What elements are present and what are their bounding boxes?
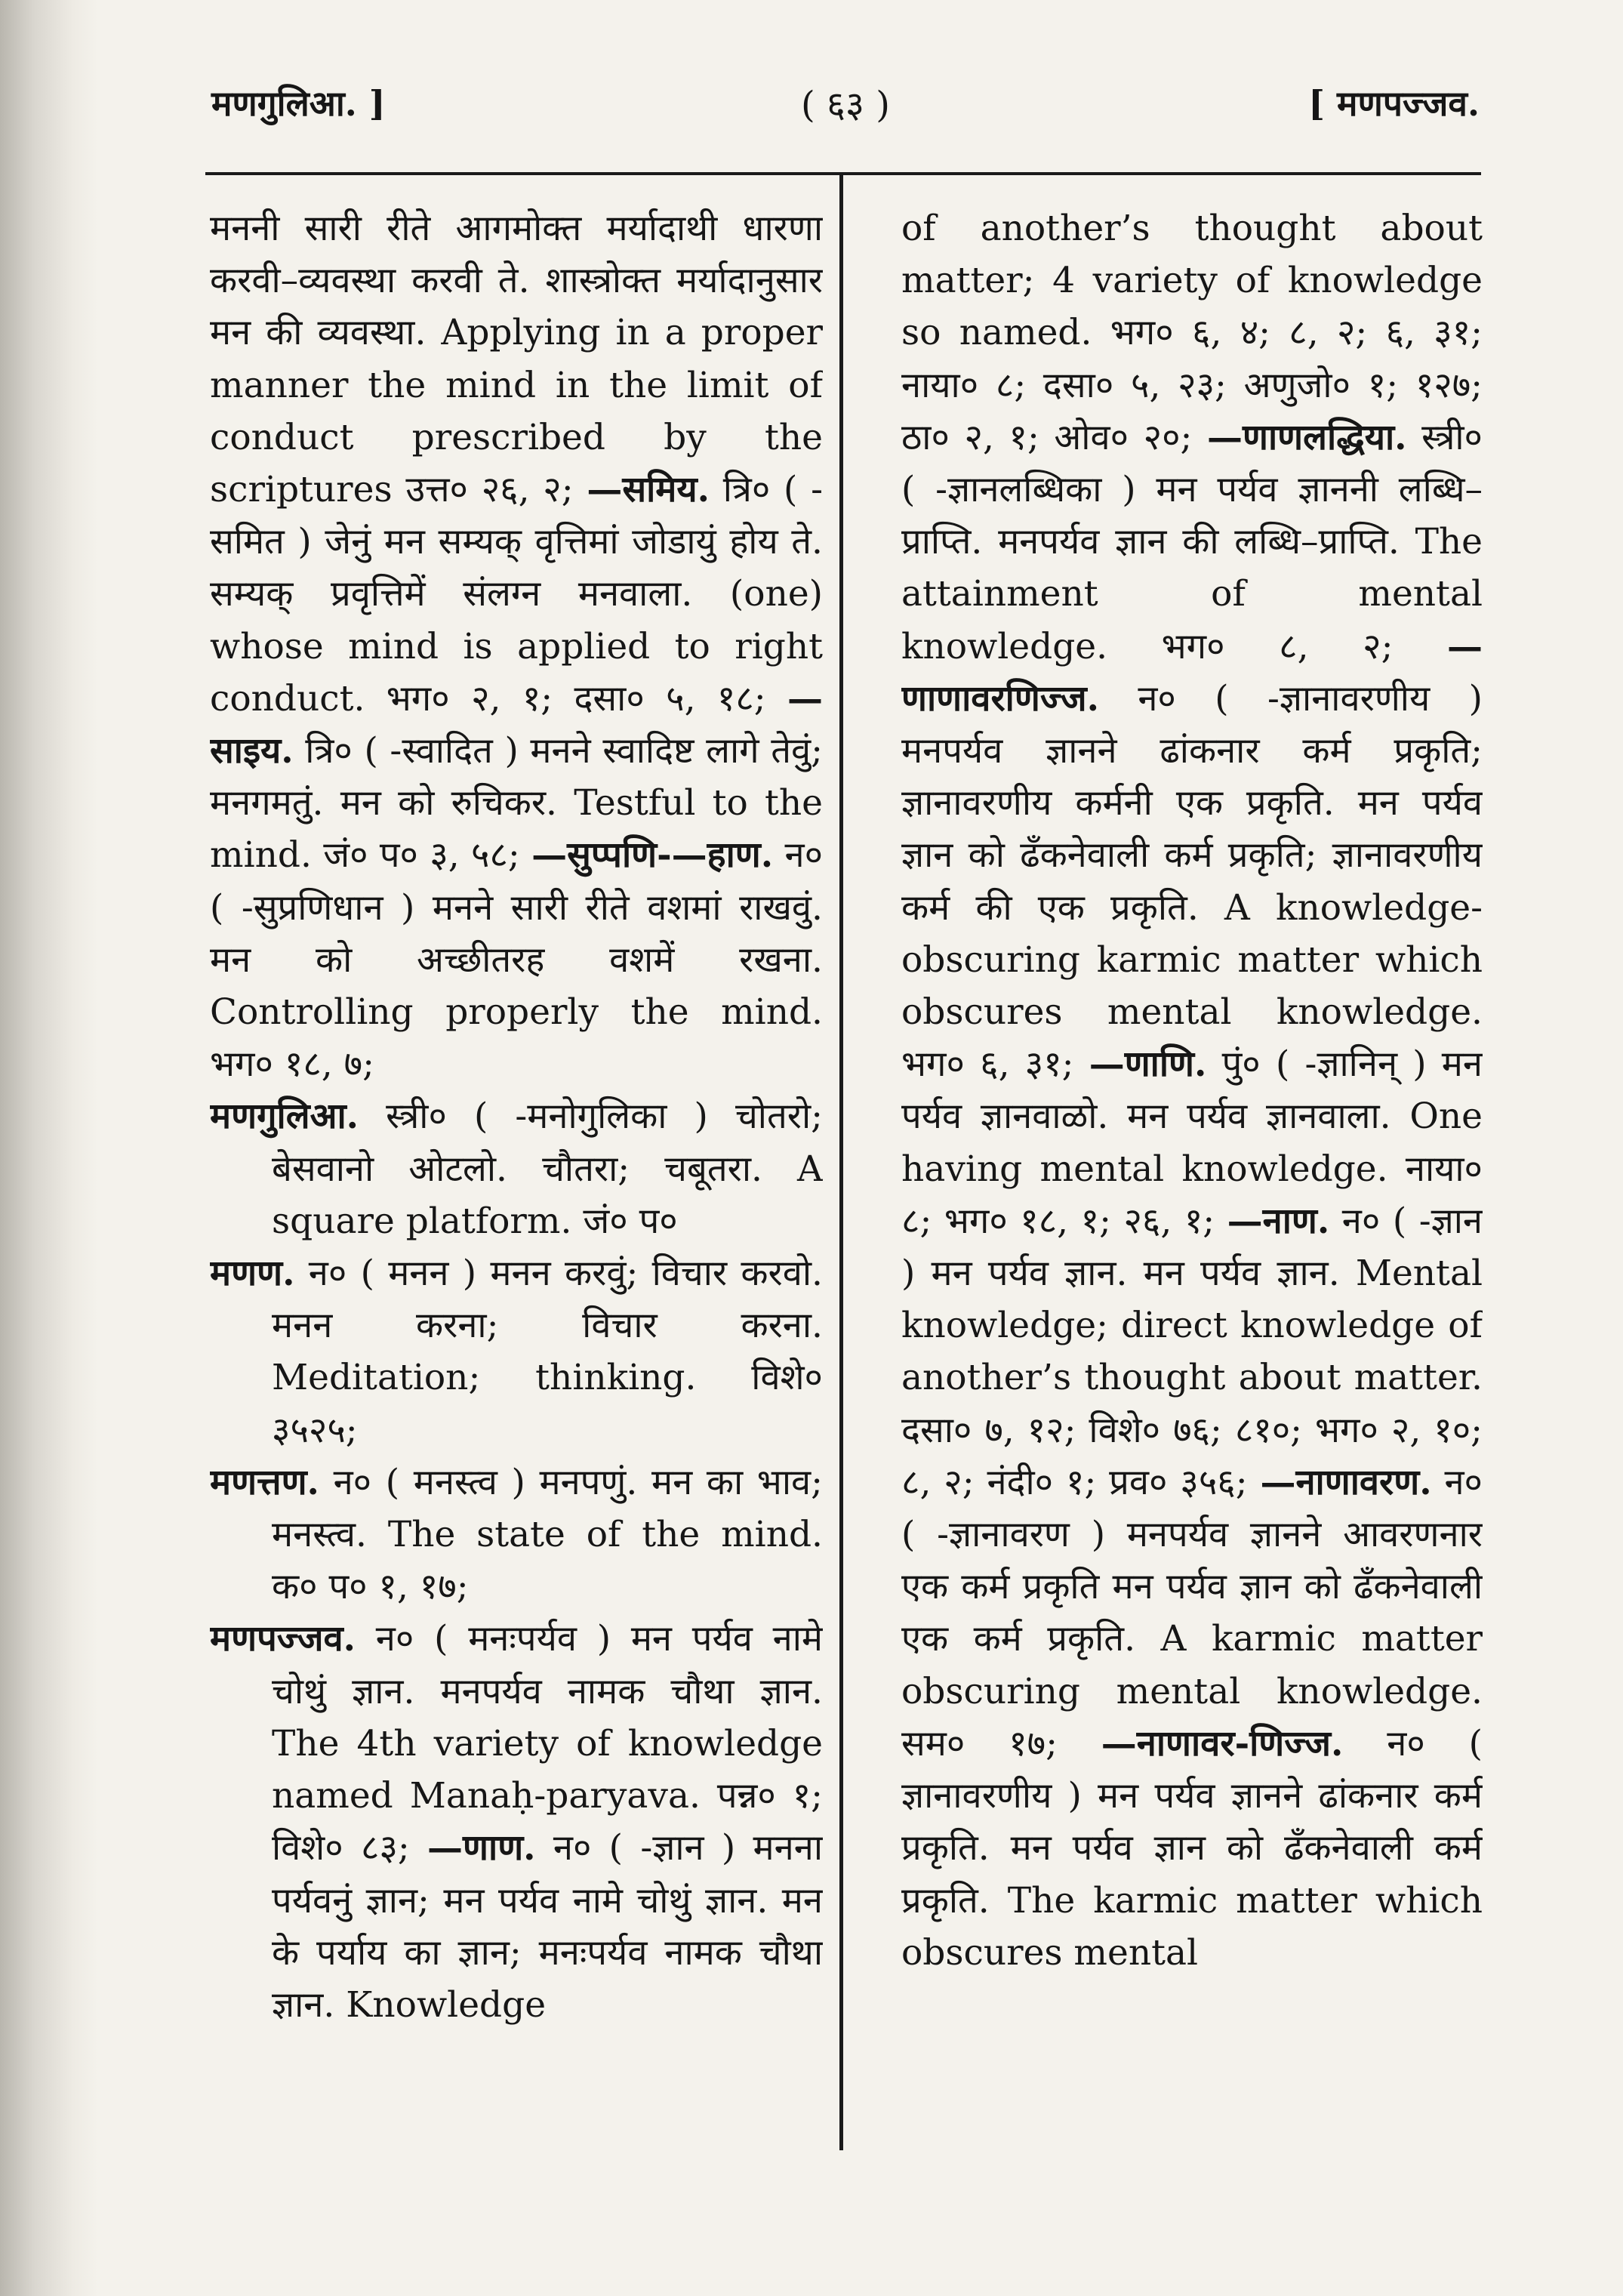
dictionary-entry (210, 1247, 823, 1456)
headword: मणपज्जव. (210, 1618, 356, 1660)
headword: —नाणावर-णिज्ज. (1101, 1722, 1344, 1764)
running-head-left: मणगुलिआ. ] (211, 83, 386, 124)
headword: —णाणावरणिज्ज. (901, 625, 1483, 720)
definition-text: पुं० ( -ज्ञानिन् ) मन पर्यव ज्ञानवाळो. मन पर्यव ज्ञानवाला. One having mental knowledge. नाया० ८; भग० १८, १; २६, १; (901, 1043, 1483, 1242)
definition-text: न० ( -ज्ञानावरण ) मनपर्यव ज्ञानने आवरणनार एक कर्म प्रकृति मन पर्यव ज्ञान को ढँकनेवाली एक कर्म प्रकृति. A karmic matter obscuring mental knowledge. सम० १७; (901, 1461, 1483, 1764)
page-header (211, 72, 1480, 132)
left-column (210, 202, 823, 2248)
page-number: ( ६३ ) (801, 84, 890, 126)
definition-text: स्त्री० ( -मनोगुलिका ) चोतरो; बेसवानो ओटलो. चौतरा; चबूतरा. A square platform. जं० प० (272, 1096, 823, 1242)
headword: —णाणलद्धिया. (1207, 416, 1407, 458)
dictionary-entry (210, 1613, 823, 2031)
definition-text: त्रि० ( -स्वादित ) मनने स्वादिष्ट लागे तेवुं; मनगमतुं. मन को रुचिकर. Testful to the mind. जं० प० ३, ५८; (210, 730, 823, 877)
book-binding-edge (0, 0, 98, 2296)
definition-text: of another’s thought about matter; 4 variety of knowledge so named. भग० ६, ४; ८, २; ६, ३१; नाया० ८; दसा० ५, २३; अणुजो० १; १२७; ठा० २, १; ओव० २०; (901, 208, 1483, 458)
definition-text: न० ( -ज्ञानावरणीय ) मनपर्यव ज्ञानने ढांकनार कर्म प्रकृति; ज्ञानावरणीय कर्मनी एक प्रकृति. मन पर्यव ज्ञान को ढँकनेवाली कर्म प्रकृति; ज्ञानावरणीय कर्म की एक प्रकृति. A knowledge-obscuring karmic matter which obscures mental knowledge. भग० ६, ३१; (901, 677, 1483, 1086)
headword: —सुप्पणि-—हाण. (531, 834, 774, 877)
headword: —नाणावरण. (1260, 1461, 1432, 1503)
column-divider (839, 172, 843, 2150)
headword: —समिय. (587, 469, 710, 511)
header-rule (205, 172, 1481, 175)
headword: —साइय. (210, 677, 823, 772)
definition-text: त्रि० ( -समित ) जेनुं मन सम्यक् वृत्तिमां जोडायुं होय ते. सम्यक् प्रवृत्तिमें संलग्न मनवाला. (one) whose mind is applied to right conduct. भग० २, १; दसा० ५, १८; (210, 469, 823, 720)
headword: —नाण. (1227, 1200, 1330, 1242)
definition-text: न० ( -ज्ञान ) मन पर्यव ज्ञान. मन पर्यव ज्ञान. Mental knowledge; direct knowledge of another’s thought about matter. दसा० ७, १२; विशे० ७६; ८१०; भग० २, १०; ८, २; नंदी० १; प्रव० ३५६; (901, 1200, 1483, 1503)
entry-continuation (901, 202, 1483, 1979)
definition-text: न० ( मनस्त्व ) मनपणुं. मन का भाव; मनस्त्व. The state of the mind. क० प० १, १७; (272, 1461, 823, 1608)
entry-continuation (210, 202, 823, 1090)
headword: मणण. (210, 1253, 295, 1295)
definition-text: मननी सारी रीते आगमोक्त मर्यादाथी धारणा करवी–व्यवस्था करवी ते. शास्त्रोक्त मर्यादानुसार मन की व्यवस्था. Applying in a proper manner the mind in the limit of conduct prescribed by the scriptures उत्त० २६, २; (210, 208, 823, 511)
definition-text: न० ( ज्ञानावरणीय ) मन पर्यव ज्ञानने ढांकनार कर्म प्रकृति. मन पर्यव ज्ञान को ढँकनेवाली कर्म प्रकृति. The karmic matter which obscures mental (901, 1722, 1483, 1974)
definition-text: स्त्री० ( -ज्ञानलब्धिका ) मन पर्यव ज्ञाननी लब्धि–प्राप्ति. मनपर्यव ज्ञान की लब्धि–प्राप्ति. The attainment of mental knowledge. भग० ८, २; (901, 416, 1483, 667)
headword: मणगुलिआ. (210, 1096, 359, 1138)
headword: —णाणि. (1089, 1043, 1207, 1086)
headword: —णाण. (427, 1827, 536, 1869)
dictionary-entry (210, 1090, 823, 1247)
headword: मणत्तण. (210, 1461, 319, 1503)
definition-text: न० ( -सुप्रणिधान ) मनने सारी रीते वशमां राखवुं. मन को अच्छीतरह वशमें रखना. Controlling properly the mind. भग० १८, ७; (210, 834, 823, 1086)
dictionary-entry (210, 1456, 823, 1613)
running-head-right: [ मणपज्जव. (1308, 83, 1480, 124)
definition-text: न० ( मनःपर्यव ) मन पर्यव नामे चोथुं ज्ञान. मनपर्यव नामक चौथा ज्ञान. The 4th variety of knowledge named Manaḥ-paryava. पन्न० १; विशे० ८३; (272, 1618, 823, 1869)
definition-text: न० ( मनन ) मनन करवुं; विचार करवो. मनन करना; विचार करना. Meditation; thinking. विशे० ३५२५; (272, 1253, 823, 1451)
definition-text: न० ( -ज्ञान ) मनना पर्यवनुं ज्ञान; मन पर्यव नामे चोथुं ज्ञान. मन के पर्याय का ज्ञान; मनःपर्यव नामक चौथा ज्ञान. Knowledge (272, 1827, 823, 2026)
right-column (901, 202, 1483, 2248)
